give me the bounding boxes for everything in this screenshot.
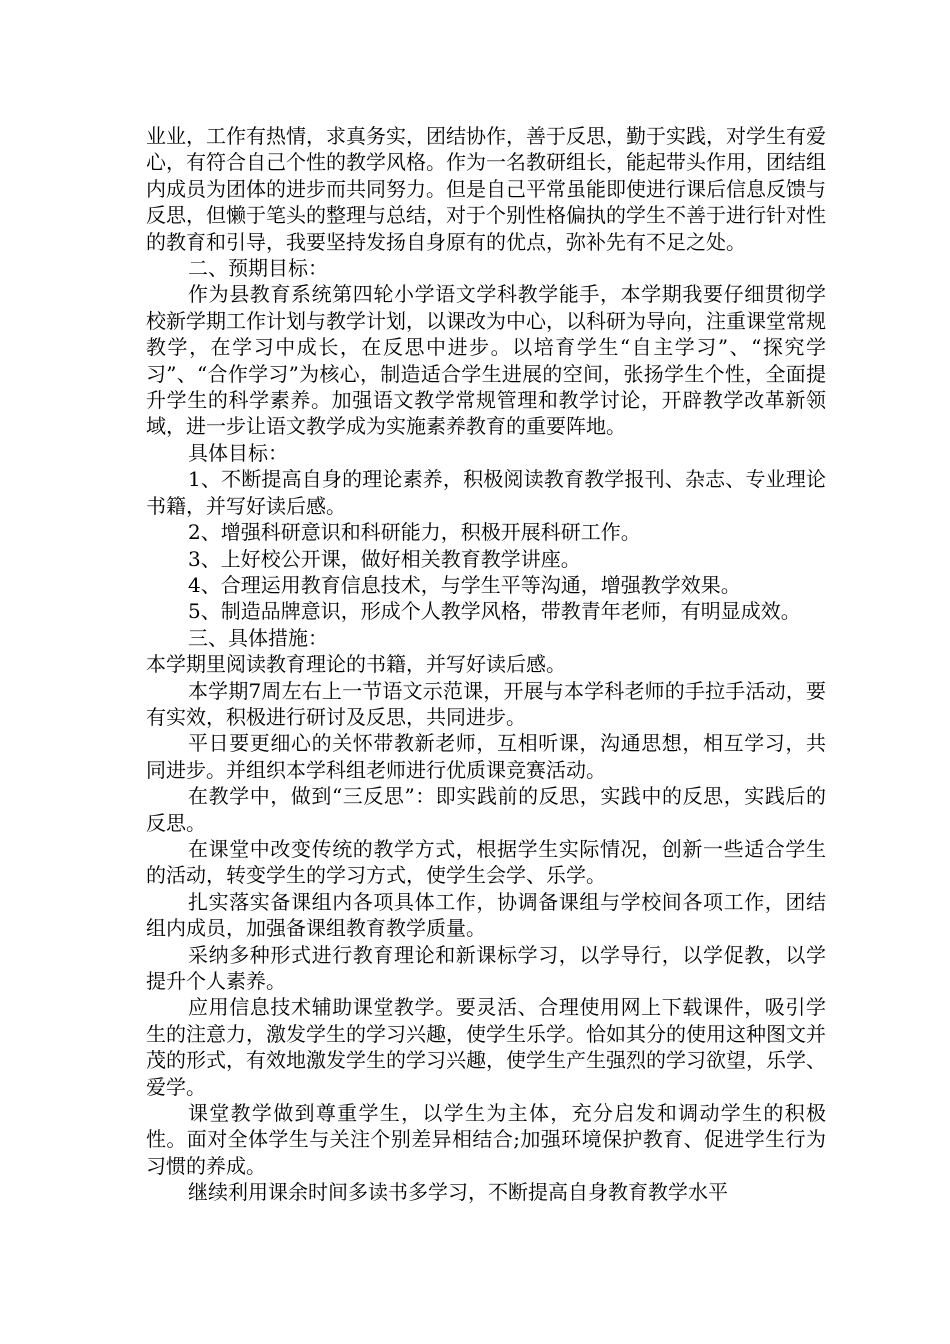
measure-paragraph-three-reflections: 在教学中，做到“三反思”：即实践前的反思，实践中的反思，实践后的反思。	[146, 784, 826, 835]
measure-paragraph-teaching-methods: 在课堂中改变传统的教学方式，根据学生实际情况，创新一些适合学生的活动，转变学生的学习方式，使学生会学、乐学。	[146, 836, 826, 888]
goal-item-4: 4、合理运用教育信息技术，与学生平等沟通，增强教学效果。	[188, 572, 741, 597]
measure-paragraph-respect-students: 课堂教学做到尊重学生，以学生为主体，充分启发和调动学生的积极性。面对全体学生与关注个别差异相结合;加强环境保护教育、促进学生行为习惯的养成。	[146, 1101, 826, 1178]
measure-paragraph-continued-study: 继续利用课余时间多读书多学习，不断提高自身教育教学水平	[188, 1180, 728, 1205]
measure-paragraph-reading: 本学期里阅读教育理论的书籍，并写好读后感。	[146, 652, 566, 677]
measure-paragraph-theory-study: 采纳多种形式进行教育理论和新课标学习，以学导行，以学促教，以学提升个人素养。	[146, 942, 826, 993]
document-body	[146, 123, 826, 1206]
goal-item-5: 5、制造品牌意识，形成个人教学风格，带教青年老师，有明显成效。	[188, 599, 801, 624]
goal-item-2: 2、增强科研意识和科研能力，积极开展科研工作。	[188, 520, 641, 545]
paragraph-continued-self-assessment: 业业，工作有热情，求真务实，团结协作，善于反思，勤于实践，对学生有爱心，有符合自己个性的教学风格。作为一名教研组长，能起带头作用，团结组内成员为团体的进步而共同努力。但是自己平常虽能即使进行课后信息反馈与反思，但懒于笔头的整理与总结，对于个别性格偏执的学生不善于进行针对性的教育和引导，我要坚持发扬自身原有的优点，弥补先有不足之处。	[146, 124, 826, 254]
measure-paragraph-information-technology: 应用信息技术辅助课堂教学。要灵活、合理使用网上下载课件，吸引学生的注意力，激发学生的学习兴趣，使学生乐学。恰如其分的使用这种图文并茂的形式，有效地激发学生的学习兴趣，使学生产生强烈的学习欲望，乐学、爱学。	[146, 995, 826, 1099]
subheading-specific-goals: 具体目标：	[188, 440, 288, 465]
measure-paragraph-mentoring: 平日要更细心的关怀带教新老师，互相听课，沟通思想，相互学习，共同进步。并组织本学科组老师进行优质课竞赛活动。	[146, 731, 826, 782]
goal-item-3: 3、上好校公开课，做好相关教育教学讲座。	[188, 546, 581, 571]
measure-paragraph-lesson-group: 扎实落实备课组内各项具体工作，协调备课组与学校间各项工作，团结组内成员，加强备课组教育教学质量。	[146, 889, 826, 941]
paragraph-expected-goals: 作为县教育系统第四轮小学语文学科教学能手，本学期我要仔细贯彻学校新学期工作计划与教学计划，以课改为中心，以科研为导向，注重课堂常规教学，在学习中成长，在反思中进步。以培育学生“自主学习”、“探究学习”、“合作学习”为核心，制造适合学生进展的空间，张扬学生个性，全面提升学生的科学素养。加强语文教学常规管理和教学讨论，开辟教学改革新领域，进一步让语文教学成为实施素养教育的重要阵地。	[146, 282, 826, 439]
goal-item-1: 1、不断提高自身的理论素养，积极阅读教育教学报刊、杂志、专业理论书籍，并写好读后感。	[146, 467, 826, 518]
section-heading-specific-measures: 三、具体措施：	[188, 625, 328, 650]
section-heading-expected-goals: 二、预期目标：	[188, 256, 328, 281]
measure-paragraph-demo-lesson: 本学期7周左右上一节语文示范课，开展与本学科老师的手拉手活动，要有实效，积极进行研讨及反思，共同进步。	[146, 678, 826, 729]
